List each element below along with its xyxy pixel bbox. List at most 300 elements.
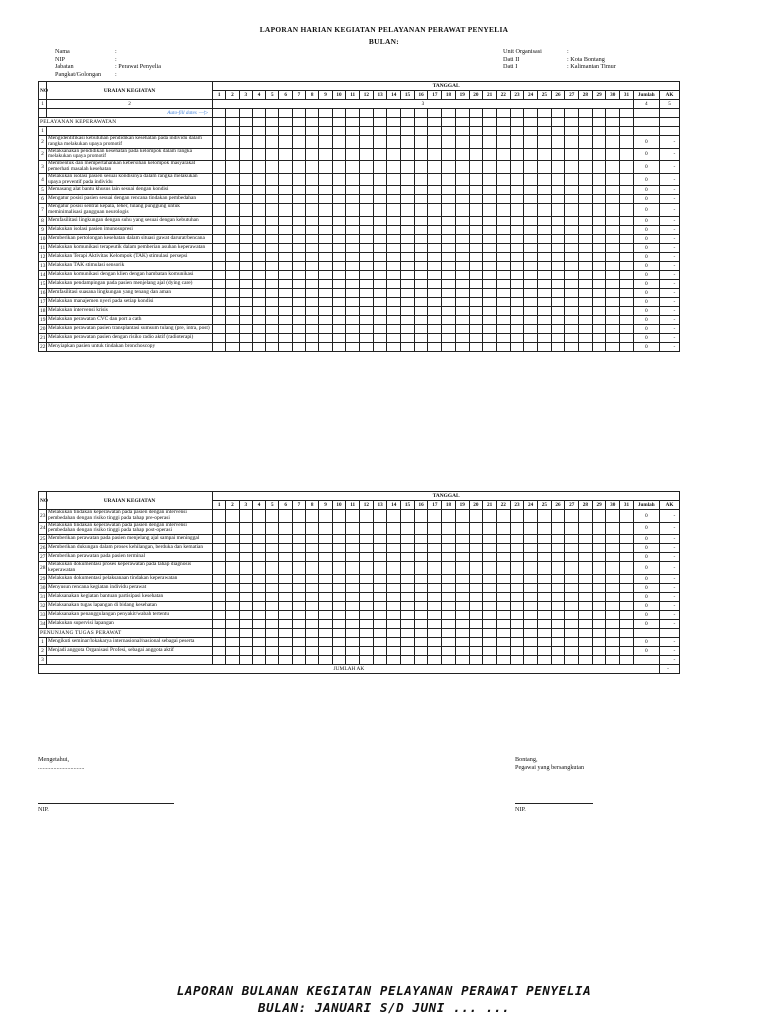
day-cell[interactable]: [360, 252, 374, 261]
day-cell[interactable]: [428, 562, 442, 575]
day-cell[interactable]: [551, 562, 565, 575]
day-cell[interactable]: [551, 655, 565, 664]
day-cell[interactable]: [565, 333, 579, 342]
day-cell[interactable]: [455, 136, 469, 149]
day-cell[interactable]: [606, 261, 620, 270]
day-cell[interactable]: [442, 306, 456, 315]
day-cell[interactable]: [606, 510, 620, 523]
day-cell[interactable]: [510, 333, 524, 342]
day-cell[interactable]: [387, 127, 401, 136]
day-cell[interactable]: [455, 601, 469, 610]
day-cell[interactable]: [565, 601, 579, 610]
day-cell[interactable]: [592, 601, 606, 610]
day-cell[interactable]: [346, 288, 360, 297]
day-cell[interactable]: [213, 270, 226, 279]
day-cell[interactable]: [537, 574, 551, 583]
day-cell[interactable]: [579, 127, 593, 136]
day-cell[interactable]: [306, 315, 319, 324]
day-cell[interactable]: [524, 225, 538, 234]
day-cell[interactable]: [469, 324, 483, 333]
day-cell[interactable]: [606, 535, 620, 544]
day-cell[interactable]: [606, 243, 620, 252]
day-cell[interactable]: [469, 583, 483, 592]
day-cell[interactable]: [537, 225, 551, 234]
day-cell[interactable]: [332, 148, 346, 161]
day-cell[interactable]: [319, 225, 332, 234]
day-cell[interactable]: [346, 342, 360, 351]
day-cell[interactable]: [239, 279, 252, 288]
day-cell[interactable]: [346, 522, 360, 535]
day-cell[interactable]: [401, 306, 415, 315]
day-cell[interactable]: [346, 127, 360, 136]
day-cell[interactable]: [537, 544, 551, 553]
day-cell[interactable]: [292, 522, 305, 535]
day-cell[interactable]: [373, 553, 387, 562]
day-cell[interactable]: [442, 553, 456, 562]
day-cell[interactable]: [414, 288, 428, 297]
day-cell[interactable]: [524, 127, 538, 136]
day-cell[interactable]: [579, 186, 593, 195]
day-cell[interactable]: [266, 562, 279, 575]
day-cell[interactable]: [373, 270, 387, 279]
day-cell[interactable]: [510, 592, 524, 601]
day-cell[interactable]: [455, 553, 469, 562]
day-cell[interactable]: [620, 562, 634, 575]
day-cell[interactable]: [620, 646, 634, 655]
day-cell[interactable]: [483, 522, 497, 535]
day-cell[interactable]: [510, 646, 524, 655]
day-cell[interactable]: [565, 136, 579, 149]
day-cell[interactable]: [401, 601, 415, 610]
day-cell[interactable]: [292, 583, 305, 592]
day-cell[interactable]: [428, 297, 442, 306]
day-cell[interactable]: [292, 342, 305, 351]
day-cell[interactable]: [306, 522, 319, 535]
day-cell[interactable]: [292, 161, 305, 174]
day-cell[interactable]: [483, 195, 497, 204]
day-cell[interactable]: [332, 522, 346, 535]
day-cell[interactable]: [620, 315, 634, 324]
day-cell[interactable]: [496, 574, 510, 583]
day-cell[interactable]: [213, 148, 226, 161]
day-cell[interactable]: [579, 204, 593, 217]
day-cell[interactable]: [332, 306, 346, 315]
day-cell[interactable]: [252, 510, 265, 523]
day-cell[interactable]: [414, 270, 428, 279]
day-cell[interactable]: [469, 270, 483, 279]
day-cell[interactable]: [266, 288, 279, 297]
day-cell[interactable]: [252, 127, 265, 136]
day-cell[interactable]: [414, 562, 428, 575]
day-cell[interactable]: [360, 225, 374, 234]
day-cell[interactable]: [592, 161, 606, 174]
day-cell[interactable]: [387, 601, 401, 610]
day-cell[interactable]: [226, 583, 239, 592]
day-cell[interactable]: [455, 655, 469, 664]
day-cell[interactable]: [469, 136, 483, 149]
day-cell[interactable]: [592, 637, 606, 646]
day-cell[interactable]: [252, 204, 265, 217]
day-cell[interactable]: [606, 252, 620, 261]
day-cell[interactable]: [620, 127, 634, 136]
day-cell[interactable]: [213, 161, 226, 174]
day-cell[interactable]: [565, 243, 579, 252]
day-cell[interactable]: [319, 270, 332, 279]
day-cell[interactable]: [537, 637, 551, 646]
day-cell[interactable]: [428, 306, 442, 315]
day-cell[interactable]: [414, 619, 428, 628]
day-cell[interactable]: [360, 553, 374, 562]
day-cell[interactable]: [592, 610, 606, 619]
day-cell[interactable]: [469, 204, 483, 217]
day-cell[interactable]: [537, 216, 551, 225]
day-cell[interactable]: [455, 288, 469, 297]
day-cell[interactable]: [401, 204, 415, 217]
day-cell[interactable]: [606, 270, 620, 279]
day-cell[interactable]: [226, 136, 239, 149]
day-cell[interactable]: [387, 306, 401, 315]
day-cell[interactable]: [414, 510, 428, 523]
day-cell[interactable]: [292, 252, 305, 261]
day-cell[interactable]: [524, 646, 538, 655]
day-cell[interactable]: [360, 315, 374, 324]
day-cell[interactable]: [401, 173, 415, 186]
day-cell[interactable]: [266, 583, 279, 592]
day-cell[interactable]: [592, 562, 606, 575]
day-cell[interactable]: [510, 306, 524, 315]
day-cell[interactable]: [266, 510, 279, 523]
day-cell[interactable]: [524, 136, 538, 149]
day-cell[interactable]: [292, 279, 305, 288]
day-cell[interactable]: [319, 306, 332, 315]
day-cell[interactable]: [266, 574, 279, 583]
day-cell[interactable]: [565, 216, 579, 225]
day-cell[interactable]: [346, 562, 360, 575]
day-cell[interactable]: [524, 270, 538, 279]
day-cell[interactable]: [239, 234, 252, 243]
day-cell[interactable]: [442, 610, 456, 619]
day-cell[interactable]: [239, 544, 252, 553]
day-cell[interactable]: [373, 562, 387, 575]
day-cell[interactable]: [332, 610, 346, 619]
day-cell[interactable]: [387, 544, 401, 553]
day-cell[interactable]: [279, 186, 292, 195]
day-cell[interactable]: [428, 225, 442, 234]
day-cell[interactable]: [442, 173, 456, 186]
day-cell[interactable]: [226, 646, 239, 655]
day-cell[interactable]: [266, 324, 279, 333]
day-cell[interactable]: [579, 234, 593, 243]
day-cell[interactable]: [510, 324, 524, 333]
day-cell[interactable]: [620, 583, 634, 592]
day-cell[interactable]: [414, 342, 428, 351]
day-cell[interactable]: [213, 243, 226, 252]
day-cell[interactable]: [428, 315, 442, 324]
day-cell[interactable]: [306, 342, 319, 351]
day-cell[interactable]: [239, 288, 252, 297]
day-cell[interactable]: [620, 243, 634, 252]
day-cell[interactable]: [551, 195, 565, 204]
day-cell[interactable]: [620, 216, 634, 225]
day-cell[interactable]: [551, 601, 565, 610]
day-cell[interactable]: [373, 186, 387, 195]
day-cell[interactable]: [346, 161, 360, 174]
day-cell[interactable]: [537, 522, 551, 535]
day-cell[interactable]: [279, 619, 292, 628]
day-cell[interactable]: [483, 535, 497, 544]
day-cell[interactable]: [455, 583, 469, 592]
day-cell[interactable]: [226, 279, 239, 288]
day-cell[interactable]: [496, 234, 510, 243]
day-cell[interactable]: [306, 324, 319, 333]
day-cell[interactable]: [551, 324, 565, 333]
day-cell[interactable]: [469, 297, 483, 306]
day-cell[interactable]: [565, 186, 579, 195]
day-cell[interactable]: [360, 646, 374, 655]
day-cell[interactable]: [496, 204, 510, 217]
day-cell[interactable]: [428, 544, 442, 553]
day-cell[interactable]: [266, 195, 279, 204]
day-cell[interactable]: [455, 216, 469, 225]
day-cell[interactable]: [213, 562, 226, 575]
day-cell[interactable]: [469, 173, 483, 186]
day-cell[interactable]: [510, 225, 524, 234]
day-cell[interactable]: [428, 553, 442, 562]
day-cell[interactable]: [346, 544, 360, 553]
day-cell[interactable]: [319, 186, 332, 195]
day-cell[interactable]: [319, 173, 332, 186]
day-cell[interactable]: [565, 173, 579, 186]
day-cell[interactable]: [496, 127, 510, 136]
day-cell[interactable]: [292, 619, 305, 628]
day-cell[interactable]: [373, 655, 387, 664]
day-cell[interactable]: [319, 535, 332, 544]
day-cell[interactable]: [306, 553, 319, 562]
day-cell[interactable]: [414, 522, 428, 535]
day-cell[interactable]: [239, 583, 252, 592]
day-cell[interactable]: [496, 544, 510, 553]
day-cell[interactable]: [239, 324, 252, 333]
day-cell[interactable]: [252, 562, 265, 575]
day-cell[interactable]: [213, 553, 226, 562]
day-cell[interactable]: [346, 204, 360, 217]
day-cell[interactable]: [213, 342, 226, 351]
day-cell[interactable]: [510, 637, 524, 646]
day-cell[interactable]: [319, 637, 332, 646]
day-cell[interactable]: [592, 544, 606, 553]
day-cell[interactable]: [483, 136, 497, 149]
day-cell[interactable]: [332, 646, 346, 655]
day-cell[interactable]: [537, 234, 551, 243]
day-cell[interactable]: [239, 315, 252, 324]
day-cell[interactable]: [579, 324, 593, 333]
day-cell[interactable]: [401, 592, 415, 601]
day-cell[interactable]: [620, 522, 634, 535]
day-cell[interactable]: [387, 583, 401, 592]
day-cell[interactable]: [373, 592, 387, 601]
day-cell[interactable]: [373, 510, 387, 523]
day-cell[interactable]: [579, 342, 593, 351]
day-cell[interactable]: [266, 592, 279, 601]
day-cell[interactable]: [266, 243, 279, 252]
day-cell[interactable]: [226, 333, 239, 342]
day-cell[interactable]: [469, 619, 483, 628]
day-cell[interactable]: [524, 243, 538, 252]
day-cell[interactable]: [414, 279, 428, 288]
day-cell[interactable]: [496, 270, 510, 279]
day-cell[interactable]: [319, 544, 332, 553]
day-cell[interactable]: [213, 522, 226, 535]
day-cell[interactable]: [292, 148, 305, 161]
day-cell[interactable]: [524, 522, 538, 535]
day-cell[interactable]: [387, 510, 401, 523]
day-cell[interactable]: [606, 216, 620, 225]
day-cell[interactable]: [319, 619, 332, 628]
day-cell[interactable]: [496, 315, 510, 324]
day-cell[interactable]: [592, 195, 606, 204]
day-cell[interactable]: [606, 204, 620, 217]
day-cell[interactable]: [414, 324, 428, 333]
day-cell[interactable]: [565, 195, 579, 204]
day-cell[interactable]: [226, 601, 239, 610]
day-cell[interactable]: [537, 601, 551, 610]
day-cell[interactable]: [592, 136, 606, 149]
day-cell[interactable]: [401, 127, 415, 136]
day-cell[interactable]: [469, 553, 483, 562]
day-cell[interactable]: [373, 342, 387, 351]
day-cell[interactable]: [442, 601, 456, 610]
day-cell[interactable]: [592, 655, 606, 664]
day-cell[interactable]: [346, 619, 360, 628]
day-cell[interactable]: [428, 592, 442, 601]
day-cell[interactable]: [387, 234, 401, 243]
day-cell[interactable]: [579, 216, 593, 225]
day-cell[interactable]: [279, 535, 292, 544]
day-cell[interactable]: [579, 583, 593, 592]
day-cell[interactable]: [524, 288, 538, 297]
day-cell[interactable]: [252, 234, 265, 243]
day-cell[interactable]: [319, 315, 332, 324]
day-cell[interactable]: [266, 553, 279, 562]
day-cell[interactable]: [455, 592, 469, 601]
day-cell[interactable]: [306, 646, 319, 655]
day-cell[interactable]: [239, 601, 252, 610]
day-cell[interactable]: [360, 619, 374, 628]
day-cell[interactable]: [387, 637, 401, 646]
day-cell[interactable]: [319, 243, 332, 252]
day-cell[interactable]: [306, 216, 319, 225]
day-cell[interactable]: [565, 655, 579, 664]
day-cell[interactable]: [620, 261, 634, 270]
day-cell[interactable]: [551, 225, 565, 234]
day-cell[interactable]: [565, 610, 579, 619]
day-cell[interactable]: [373, 173, 387, 186]
day-cell[interactable]: [510, 216, 524, 225]
day-cell[interactable]: [373, 225, 387, 234]
day-cell[interactable]: [469, 306, 483, 315]
day-cell[interactable]: [469, 592, 483, 601]
day-cell[interactable]: [565, 234, 579, 243]
day-cell[interactable]: [266, 234, 279, 243]
day-cell[interactable]: [606, 610, 620, 619]
day-cell[interactable]: [428, 510, 442, 523]
day-cell[interactable]: [387, 574, 401, 583]
day-cell[interactable]: [551, 204, 565, 217]
day-cell[interactable]: [565, 592, 579, 601]
day-cell[interactable]: [620, 204, 634, 217]
day-cell[interactable]: [319, 574, 332, 583]
day-cell[interactable]: [483, 216, 497, 225]
day-cell[interactable]: [401, 195, 415, 204]
day-cell[interactable]: [620, 225, 634, 234]
day-cell[interactable]: [306, 574, 319, 583]
day-cell[interactable]: [414, 234, 428, 243]
day-cell[interactable]: [565, 562, 579, 575]
day-cell[interactable]: [279, 324, 292, 333]
day-cell[interactable]: [510, 186, 524, 195]
day-cell[interactable]: [332, 562, 346, 575]
day-cell[interactable]: [524, 610, 538, 619]
day-cell[interactable]: [606, 583, 620, 592]
day-cell[interactable]: [319, 553, 332, 562]
day-cell[interactable]: [551, 234, 565, 243]
day-cell[interactable]: [252, 173, 265, 186]
day-cell[interactable]: [455, 342, 469, 351]
day-cell[interactable]: [252, 225, 265, 234]
day-cell[interactable]: [360, 544, 374, 553]
day-cell[interactable]: [266, 315, 279, 324]
day-cell[interactable]: [226, 306, 239, 315]
day-cell[interactable]: [469, 234, 483, 243]
day-cell[interactable]: [292, 288, 305, 297]
day-cell[interactable]: [483, 646, 497, 655]
day-cell[interactable]: [592, 173, 606, 186]
day-cell[interactable]: [579, 574, 593, 583]
day-cell[interactable]: [346, 270, 360, 279]
day-cell[interactable]: [524, 279, 538, 288]
day-cell[interactable]: [483, 234, 497, 243]
day-cell[interactable]: [606, 637, 620, 646]
day-cell[interactable]: [579, 243, 593, 252]
day-cell[interactable]: [360, 136, 374, 149]
day-cell[interactable]: [279, 204, 292, 217]
day-cell[interactable]: [620, 279, 634, 288]
day-cell[interactable]: [496, 148, 510, 161]
day-cell[interactable]: [579, 637, 593, 646]
day-cell[interactable]: [565, 306, 579, 315]
day-cell[interactable]: [551, 261, 565, 270]
day-cell[interactable]: [360, 243, 374, 252]
day-cell[interactable]: [401, 186, 415, 195]
day-cell[interactable]: [455, 127, 469, 136]
day-cell[interactable]: [606, 553, 620, 562]
day-cell[interactable]: [239, 574, 252, 583]
day-cell[interactable]: [292, 297, 305, 306]
day-cell[interactable]: [226, 252, 239, 261]
day-cell[interactable]: [469, 610, 483, 619]
day-cell[interactable]: [213, 234, 226, 243]
day-cell[interactable]: [551, 216, 565, 225]
day-cell[interactable]: [496, 288, 510, 297]
day-cell[interactable]: [551, 279, 565, 288]
day-cell[interactable]: [252, 279, 265, 288]
day-cell[interactable]: [414, 574, 428, 583]
day-cell[interactable]: [292, 173, 305, 186]
day-cell[interactable]: [592, 243, 606, 252]
day-cell[interactable]: [579, 610, 593, 619]
day-cell[interactable]: [266, 535, 279, 544]
day-cell[interactable]: [292, 610, 305, 619]
